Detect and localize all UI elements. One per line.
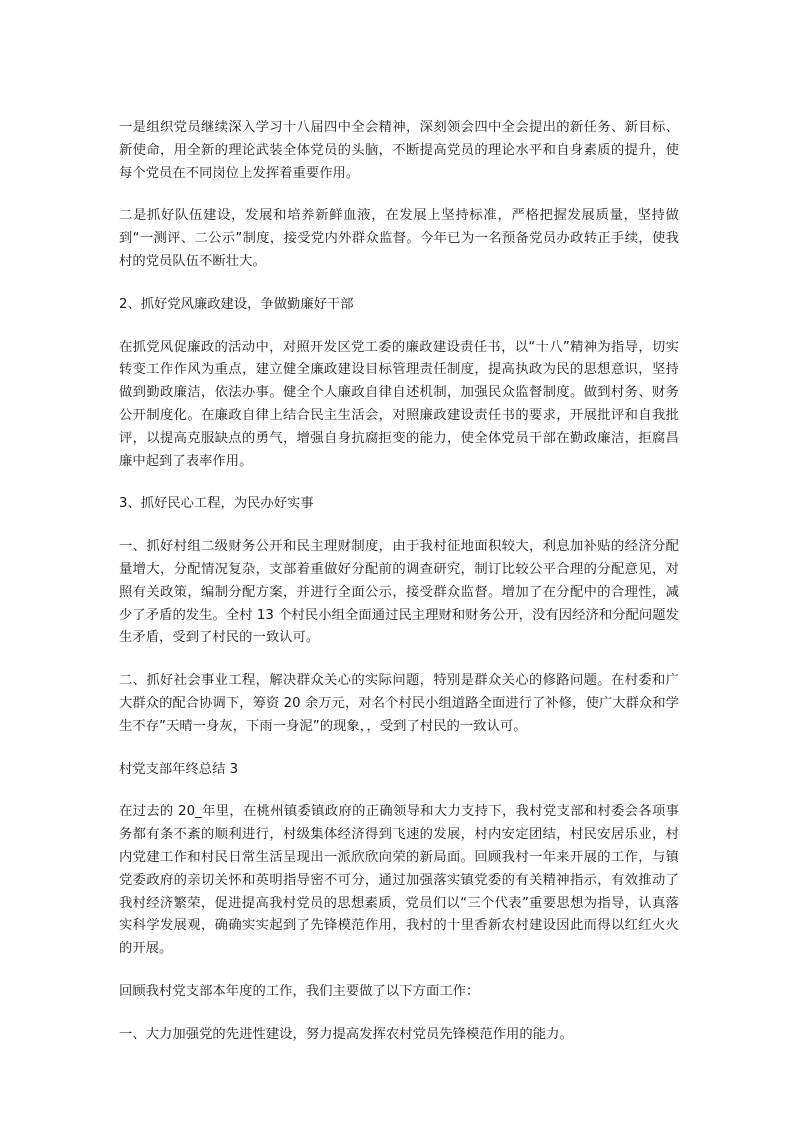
summary-title: 村党支部年终总结 3 — [119, 761, 239, 777]
paragraph-7: 回顾我村党支部本年度的工作，我们主要做了以下方面工作： — [119, 983, 480, 999]
paragraph-6: 在过去的 20_年里，在桃州镇委镇政府的正确领导和大力支持下，我村党支部和村委会各项事务都有条不紊的顺利进行，村级集体经济得到飞速的发展，村内安定团结，村民安居乐业，村内党建工作和村民日常生活呈现出一派欣欣向荣的新局面。回顾我村一年来开展的工作，与镇党委政府的亲切关怀和英明指导密不可分，通过加强落实镇党委的有关精神指示，有效推动了我村经济繁荣，促进提高我村党员的思想素质，党员们以“三个代表”重要思想为指导，认真落实科学发展观，确确实实起到了先锋模范作用，我村的十里香新农村建设因此而得以红红火火的开展。 — [119, 804, 679, 957]
section-heading-2: 2、抓好党风廉政建设，争做勤廉好干部 — [119, 296, 354, 312]
paragraph-8: 一、大力加强党的先进性建设，努力提高发挥农村党员先锋模范作用的能力。 — [119, 1026, 573, 1042]
paragraph-3: 在抓党风促廉政的活动中，对照开发区党工委的廉政建设责任书，以“十八”精神为指导，切实转变工作作风为重点，建立健全廉政建设目标管理责任制度，提高执政为民的思想意识，坚持做到勤政廉洁，依法办事。健全个人廉政自律自述机制，加强民众监督制度。做到村务、财务公开制度化。在廉政自律上结合民主生活会，对照廉政建设责任书的要求，开展批评和自我批评，以提高克服缺点的勇气，增强自身抗腐拒变的能力，使全体党员干部在勤政廉洁，拒腐昌廉中起到了表率作用。 — [119, 339, 679, 469]
document-page — [119, 117, 679, 1067]
section-heading-3: 3、抓好民心工程，为民办好实事 — [119, 496, 314, 512]
paragraph-1: 一是组织党员继续深入学习十八届四中全会精神，深刻领会四中全会提出的新任务、新目标、新使命，用全新的理论武装全体党员的头脑，不断提高党员的理论水平和自身素质的提升，使每个党员在不同岗位上发挥着重要作用。 — [119, 120, 679, 181]
paragraph-5: 二、抓好社会事业工程，解决群众关心的实际问题，特别是群众关心的修路问题。在村委和广大群众的配合协调下，筹资 20 余万元，对名个村民小组道路全面进行了补修，使广大群众和学生不存”天晴一身灰，下雨一身泥”的现象，，受到了村民的一致认可。 — [119, 673, 679, 734]
paragraph-4: 一、抓好村组二级财务公开和民主理财制度，由于我村征地面积较大，利息加补贴的经济分配量增大，分配情况复杂，支部着重做好分配前的调查研究，制订比较公平合理的分配意见，对照有关政策，编制分配方案，并进行全面公示，接受群众监督。增加了在分配中的合理性，减少了矛盾的发生。全村 13 个村民小组全面通过民主理财和财务公开，没有因经济和分配问题发生矛盾，受到了村民的一致认可。 — [119, 539, 679, 646]
paragraph-2: 二是抓好队伍建设，发展和培养新鲜血液，在发展上坚持标准，严格把握发展质量，坚持做到“一测评、二公示”制度，接受党内外群众监督。今年已为一名预备党员办政转正手续，使我村的党员队伍不断壮大。 — [119, 208, 679, 269]
